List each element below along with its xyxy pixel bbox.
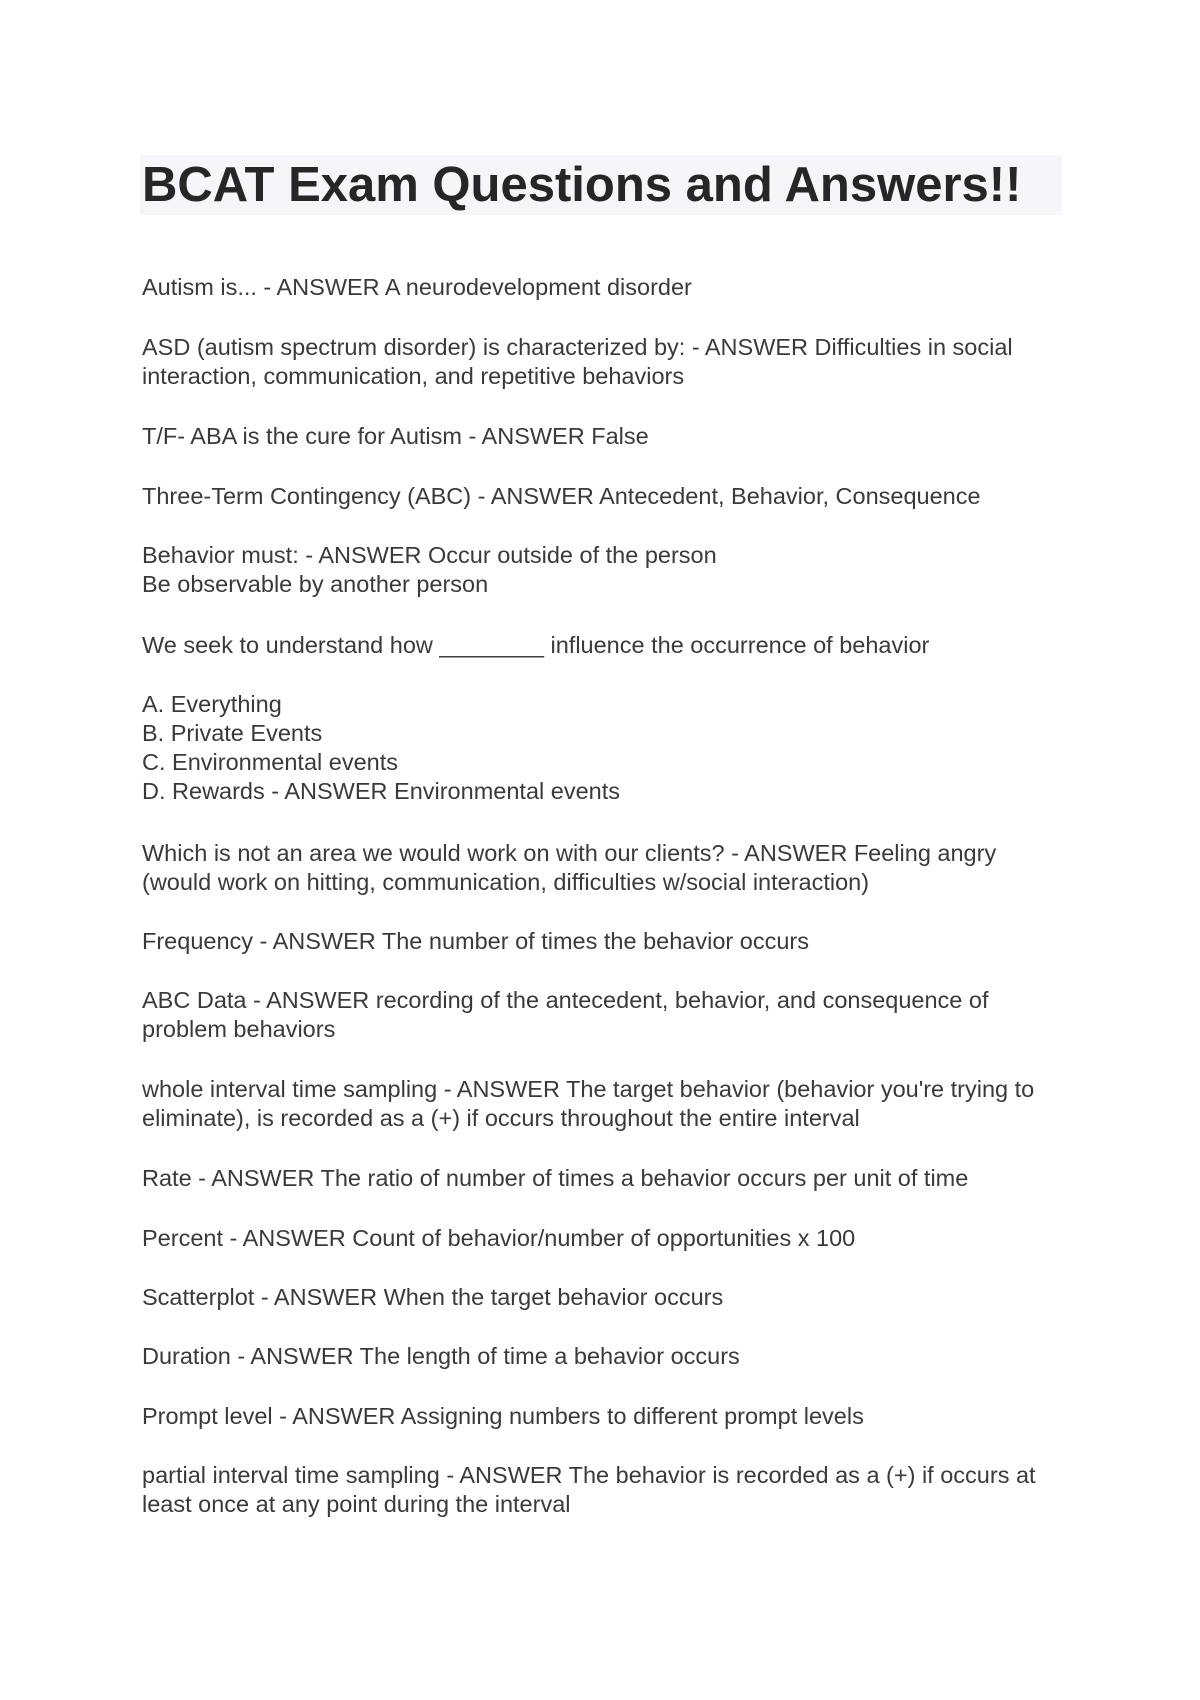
qa-item <box>142 333 1062 391</box>
qa-line: Frequency - ANSWER The number of times the behavior occurs <box>142 928 809 954</box>
qa-line: whole interval time sampling - ANSWER The target behavior (behavior you're trying to <box>142 1076 1035 1102</box>
qa-line: Scatterplot - ANSWER When the target behavior occurs <box>142 1284 724 1310</box>
qa-line: Autism is... - ANSWER A neurodevelopment disorder <box>142 274 692 300</box>
qa-line: We seek to understand how ________ influence the occurrence of behavior <box>142 632 930 658</box>
qa-line: Rate - ANSWER The ratio of number of times a behavior occurs per unit of time <box>142 1165 969 1191</box>
qa-line: problem behaviors <box>142 1016 336 1042</box>
qa-line: eliminate), is recorded as a (+) if occurs throughout the entire interval <box>142 1105 860 1131</box>
qa-line: ASD (autism spectrum disorder) is characterized by: - ANSWER Difficulties in social <box>142 334 1013 360</box>
qa-item <box>142 541 1062 599</box>
qa-line: Behavior must: - ANSWER Occur outside of the person <box>142 542 717 568</box>
qa-line: A. Everything <box>142 691 282 717</box>
document-title: BCAT Exam Questions and Answers!! <box>142 158 1022 212</box>
qa-item <box>142 1075 1062 1133</box>
qa-item <box>142 1164 1062 1193</box>
qa-line: Three-Term Contingency (ABC) - ANSWER Antecedent, Behavior, Consequence <box>142 483 981 509</box>
qa-line: Which is not an area we would work on with our clients? - ANSWER Feeling angry <box>142 840 997 866</box>
qa-item <box>142 1224 1062 1253</box>
qa-item <box>142 482 1062 511</box>
qa-item <box>142 986 1062 1044</box>
qa-line: D. Rewards - ANSWER Environmental events <box>142 778 620 804</box>
qa-item <box>142 1402 1062 1431</box>
qa-item <box>142 1461 1062 1519</box>
qa-line: C. Environmental events <box>142 749 399 775</box>
qa-line: interaction, communication, and repetitive behaviors <box>142 363 685 389</box>
qa-line: least once at any point during the interval <box>142 1491 571 1517</box>
qa-item <box>142 1342 1062 1371</box>
qa-line: B. Private Events <box>142 720 323 746</box>
qa-line: partial interval time sampling - ANSWER The behavior is recorded as a (+) if occurs at <box>142 1462 1036 1488</box>
qa-line: Duration - ANSWER The length of time a behavior occurs <box>142 1343 740 1369</box>
qa-item <box>142 631 1062 660</box>
qa-item <box>142 422 1062 451</box>
qa-line: T/F- ABA is the cure for Autism - ANSWER False <box>142 423 649 449</box>
qa-item <box>142 273 1062 302</box>
qa-line: Prompt level - ANSWER Assigning numbers to different prompt levels <box>142 1403 864 1429</box>
qa-line: (would work on hitting, communication, difficulties w/social interaction) <box>142 869 870 895</box>
qa-line: Be observable by another person <box>142 571 489 597</box>
qa-item <box>142 690 1062 806</box>
qa-item <box>142 927 1062 956</box>
qa-item <box>142 839 1062 897</box>
qa-line: ABC Data - ANSWER recording of the antecedent, behavior, and consequence of <box>142 987 989 1013</box>
qa-line: Percent - ANSWER Count of behavior/number of opportunities x 100 <box>142 1225 856 1251</box>
qa-item <box>142 1283 1062 1312</box>
